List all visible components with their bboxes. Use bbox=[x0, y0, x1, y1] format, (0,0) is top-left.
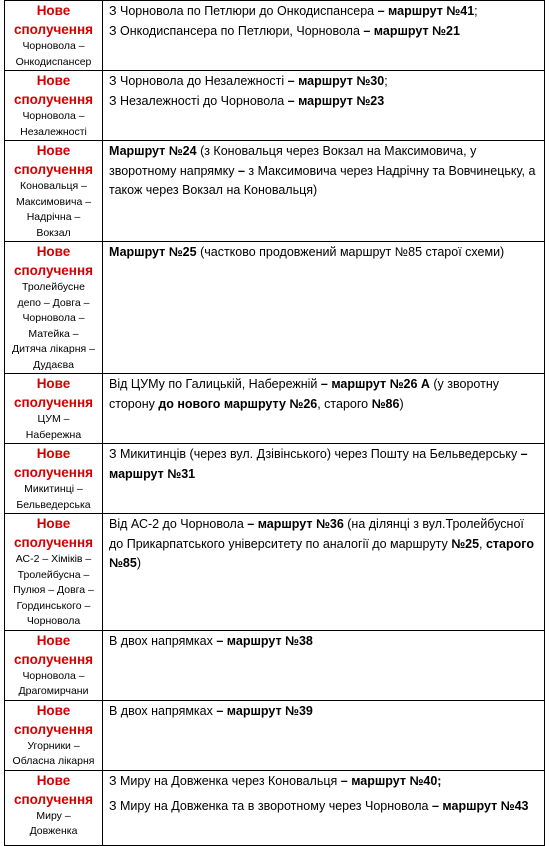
route-description-line bbox=[109, 515, 541, 574]
route-stops: ЦУМ – Набережна bbox=[25, 413, 82, 441]
table-row bbox=[5, 444, 545, 514]
route-label-cell bbox=[5, 141, 103, 242]
route-number-text: – маршрут №36 bbox=[247, 517, 344, 531]
table-row bbox=[5, 770, 545, 845]
route-label-cell bbox=[5, 374, 103, 444]
route-number-text: – маршрут №39 bbox=[216, 703, 313, 718]
description-text: В двох напрямках bbox=[109, 703, 217, 718]
description-text: З Микитинців (через вул. Дзівінського) через Пошту на Бельведерську bbox=[109, 447, 521, 461]
route-stops: Микитинці – Бельведерська bbox=[16, 483, 91, 511]
route-description-line bbox=[109, 632, 541, 652]
route-description-line bbox=[109, 142, 541, 201]
route-stops: Чорновола – Онкодиспансер bbox=[15, 40, 92, 68]
routes-table bbox=[4, 0, 545, 846]
route-number-text: – маршрут №40; bbox=[340, 773, 442, 788]
route-label-cell bbox=[5, 1, 103, 71]
new-connection-label: Нове сполучення bbox=[13, 244, 93, 278]
table-row bbox=[5, 1, 545, 71]
route-number-text: №25 bbox=[451, 536, 480, 551]
description-text: (у зворотну сторону bbox=[109, 377, 499, 411]
route-number-text: – маршрут №41 bbox=[377, 4, 475, 18]
route-number-text: – маршрут №26 А bbox=[320, 377, 430, 391]
route-stops: Чорновола – Драгомирчани bbox=[18, 669, 89, 697]
table-row bbox=[5, 71, 545, 141]
route-label-cell bbox=[5, 514, 103, 631]
new-connection-label: Нове сполучення bbox=[13, 446, 93, 480]
description-text: ; bbox=[384, 74, 388, 88]
route-label-cell bbox=[5, 242, 103, 374]
new-connection-label: Нове сполучення bbox=[13, 376, 93, 410]
route-stops: Чорновола – Незалежності bbox=[20, 110, 87, 138]
description-text: З Миру на Довженка та в зворотному через Чорновола bbox=[109, 799, 432, 813]
route-number-text: Маршрут №25 bbox=[109, 245, 197, 259]
description-text: ) bbox=[399, 396, 404, 411]
route-description-line bbox=[109, 72, 541, 92]
description-text: Від ЦУМу по Галицькій, Набережній bbox=[109, 377, 321, 391]
route-description-cell bbox=[103, 630, 545, 700]
new-connection-label: Нове сполучення bbox=[13, 143, 93, 177]
description-text: , bbox=[479, 536, 486, 551]
description-text: з Максимовича через Надрічну та Вовчинецьку, а також через Вокзал на Коновальця) bbox=[109, 163, 536, 197]
table-row bbox=[5, 514, 545, 631]
route-description-cell bbox=[103, 1, 545, 71]
route-description-cell bbox=[103, 374, 545, 444]
description-text: (на ділянці з вул.Тролейбусної до Прикарпатського університету по аналогії до маршруту bbox=[109, 517, 524, 551]
table-row bbox=[5, 141, 545, 242]
route-label-cell bbox=[5, 700, 103, 770]
new-connection-label: Нове сполучення bbox=[13, 73, 93, 107]
route-number-text: №86 bbox=[371, 396, 400, 411]
route-label-cell bbox=[5, 770, 103, 845]
route-label-cell bbox=[5, 71, 103, 141]
route-description-line bbox=[109, 702, 541, 722]
new-connection-label: Нове сполучення bbox=[13, 772, 93, 807]
new-connection-label: Нове сполучення bbox=[13, 3, 93, 37]
route-description-line bbox=[109, 2, 541, 22]
description-text: З Незалежності до Чорновола bbox=[109, 93, 288, 108]
route-stops: АС-2 – Хіміків – Тролейбусна – Пулюя – Довга – Гординського – Чорновола bbox=[13, 553, 94, 627]
new-connection-label: Нове сполучення bbox=[13, 632, 93, 667]
new-connection-label: Нове сполучення bbox=[13, 516, 93, 550]
route-number-text: Маршрут №24 bbox=[109, 144, 197, 158]
description-text: ; bbox=[474, 4, 478, 18]
routes-table-body bbox=[5, 1, 545, 846]
route-description-cell bbox=[103, 242, 545, 374]
description-text: , старого bbox=[317, 396, 372, 411]
route-label-cell bbox=[5, 444, 103, 514]
table-row bbox=[5, 630, 545, 700]
route-description-line bbox=[109, 375, 541, 414]
route-description-line bbox=[109, 445, 541, 484]
table-row bbox=[5, 374, 545, 444]
route-description-line bbox=[109, 797, 541, 817]
description-text: З Онкодиспансера по Петлюри, Чорновола bbox=[109, 23, 364, 38]
route-label-cell bbox=[5, 630, 103, 700]
route-description-line bbox=[109, 92, 541, 112]
route-stops: Коновальця – Максимовича – Надрічна – Вокзал bbox=[15, 180, 92, 239]
route-description-cell bbox=[103, 770, 545, 845]
route-stops: Угорники – Обласна лікарня bbox=[12, 739, 95, 767]
route-description-cell bbox=[103, 700, 545, 770]
route-description-line bbox=[109, 772, 541, 792]
route-number-text: – маршрут №43 bbox=[431, 799, 529, 813]
route-stops: Миру – Довженка bbox=[29, 809, 78, 837]
route-number-text: – маршрут №21 bbox=[363, 23, 460, 38]
description-text: З Чорновола до Незалежності bbox=[109, 74, 288, 88]
route-number-text: – маршрут №31 bbox=[109, 447, 528, 481]
route-description-line bbox=[109, 243, 541, 263]
route-description-cell bbox=[103, 141, 545, 242]
table-row bbox=[5, 242, 545, 374]
route-number-text: – маршрут №23 bbox=[287, 93, 385, 108]
description-text: Від АС-2 до Чорновола bbox=[109, 517, 248, 531]
description-text: (з Коновальця через Вокзал на Максимовича, у зворотному напрямку bbox=[109, 144, 477, 178]
description-text: З Чорновола по Петлюри до Онкодиспансера bbox=[109, 4, 378, 18]
route-number-text: – bbox=[237, 163, 245, 178]
new-connection-label: Нове сполучення bbox=[13, 702, 93, 737]
table-row bbox=[5, 700, 545, 770]
route-description-cell bbox=[103, 514, 545, 631]
route-description-line bbox=[109, 22, 541, 42]
description-text: В двох напрямках bbox=[109, 633, 217, 648]
route-number-text: до нового маршруту №26 bbox=[158, 396, 318, 411]
description-text: (частково продовжений маршрут №85 старої схеми) bbox=[196, 245, 505, 259]
route-number-text: – маршрут №38 bbox=[216, 633, 313, 648]
route-number-text: – маршрут №30 bbox=[287, 74, 385, 88]
route-number-text: старого №85 bbox=[109, 536, 534, 570]
description-text: З Миру на Довженка через Коновальця bbox=[109, 773, 341, 788]
route-description-cell bbox=[103, 71, 545, 141]
description-text: ) bbox=[136, 556, 142, 570]
route-description-cell bbox=[103, 444, 545, 514]
route-stops: Тролейбусне депо – Довга – Чорновола – Матейка – Дитяча лікарня – Дудаєва bbox=[12, 281, 95, 371]
